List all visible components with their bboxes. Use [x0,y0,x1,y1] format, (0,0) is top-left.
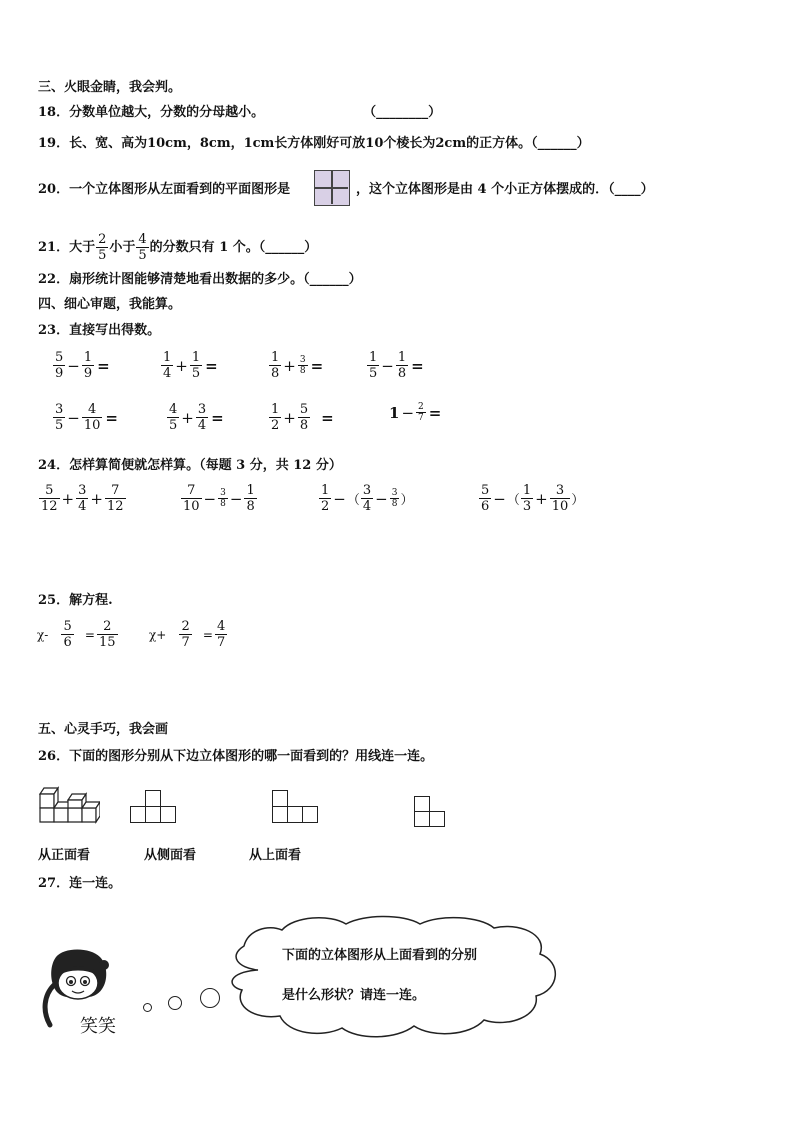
four-square-grid-figure [314,170,350,206]
section-5-title: 五、心灵手巧，我会画 [38,722,169,737]
question-20 [38,182,290,198]
q23-expression: $\frac{1}{8}$ + $\frac{3}{8}$ = [271,350,324,381]
cloud-text-line-1: 下面的立体图形从上面看到的分别 [282,948,478,963]
equation-1: χ- $\frac{5}{6}$ = $\frac{2}{15}$ [37,619,116,650]
q24-expression-1: $\frac{5}{12}$ + $\frac{3}{4}$ + $\frac{7}{12}$ [41,483,124,514]
section-4-title: 四、细心审题，我能算。 [38,297,182,312]
q24-expression-2: $\frac{7}{10}$ − $\frac{3}{8}$ − $\frac{1}{8}$ [183,483,255,514]
question-20-text-pre: 20．一个立体图形从左面看到的平面图形是 [38,182,291,197]
q23-expression: $\frac{5}{9}$ − $\frac{1}{9}$ = [55,350,110,381]
thought-dot-large [200,988,220,1008]
q24-expression-3: $\frac{1}{2}$ −（ $\frac{3}{4}$ − $\frac{3}{8}$ ） [321,483,414,514]
question-18-blank[interactable]: （________） [363,105,442,120]
question-21-mid: 小于 [109,240,136,255]
thought-dot-medium [168,996,182,1010]
question-18-text: 18．分数单位越大，分数的分母越小。 [38,105,265,120]
view-label-side: 从侧面看 [144,848,197,863]
thought-cloud [218,912,568,1042]
fraction: $\frac{4}{5}$ [138,232,147,263]
thought-dot-small [143,1003,152,1012]
section-3-title: 三、火眼金睛，我会判。 [38,80,182,95]
question-19: 19．长、宽、高为10cm，8cm，1cm长方体刚好可放10个棱长为2cm的正方体。（______） [38,136,590,151]
q24-expression-4: $\frac{5}{6}$ −（ $\frac{1}{3}$ + $\frac{3}{10}$ ） [481,483,585,514]
q23-expression: 1 − $\frac{2}{7}$ = [389,402,442,423]
question-27: 27．连一连。 [38,876,122,891]
cartoon-name: 笑笑 [80,1016,116,1037]
q23-expression: $\frac{4}{5}$ + $\frac{3}{4}$ = [169,402,224,433]
fraction: $\frac{2}{5}$ [98,232,107,263]
question-21-pre: 21．大于 [38,240,96,255]
question-18 [38,105,441,121]
cloud-text-line-2: 是什么形状？请连一连。 [282,988,426,1003]
question-20-text-post: ，这个立体图形是由 4 个小正方体摆成的．（____） [356,182,654,197]
view-label-front: 从正面看 [38,848,91,863]
q23-expression: $\frac{1}{5}$ − $\frac{1}{8}$ = [369,350,424,381]
view-shape-2 [272,790,318,824]
question-22: 22．扇形统计图能够清楚地看出数据的多少。（______） [38,272,362,287]
q23-expression: $\frac{1}{4}$ + $\frac{1}{5}$ = [163,350,218,381]
question-24: 24．怎样算简便就怎样算。（每题 3 分，共 12 分） [38,458,342,473]
q23-expression: $\frac{1}{2}$ + $\frac{5}{8}$ = [271,402,334,433]
view-shape-3 [414,796,446,828]
view-shape-1 [130,790,176,824]
question-23: 23．直接写出得数。 [38,323,161,338]
view-label-top: 从上面看 [249,848,302,863]
question-26: 26．下面的图形分别从下边立体图形的哪一面看到的？用线连一连。 [38,749,434,764]
question-21 [38,232,317,263]
q23-expression: $\frac{3}{5}$ − $\frac{4}{10}$ = [55,402,118,433]
question-21-post: 的分数只有 1 个。（______） [149,240,318,255]
equation-2: χ+ $\frac{2}{7}$ = $\frac{4}{7}$ [149,619,226,650]
question-25: 25．解方程. [38,593,113,608]
solid-figure-3d [38,780,100,826]
